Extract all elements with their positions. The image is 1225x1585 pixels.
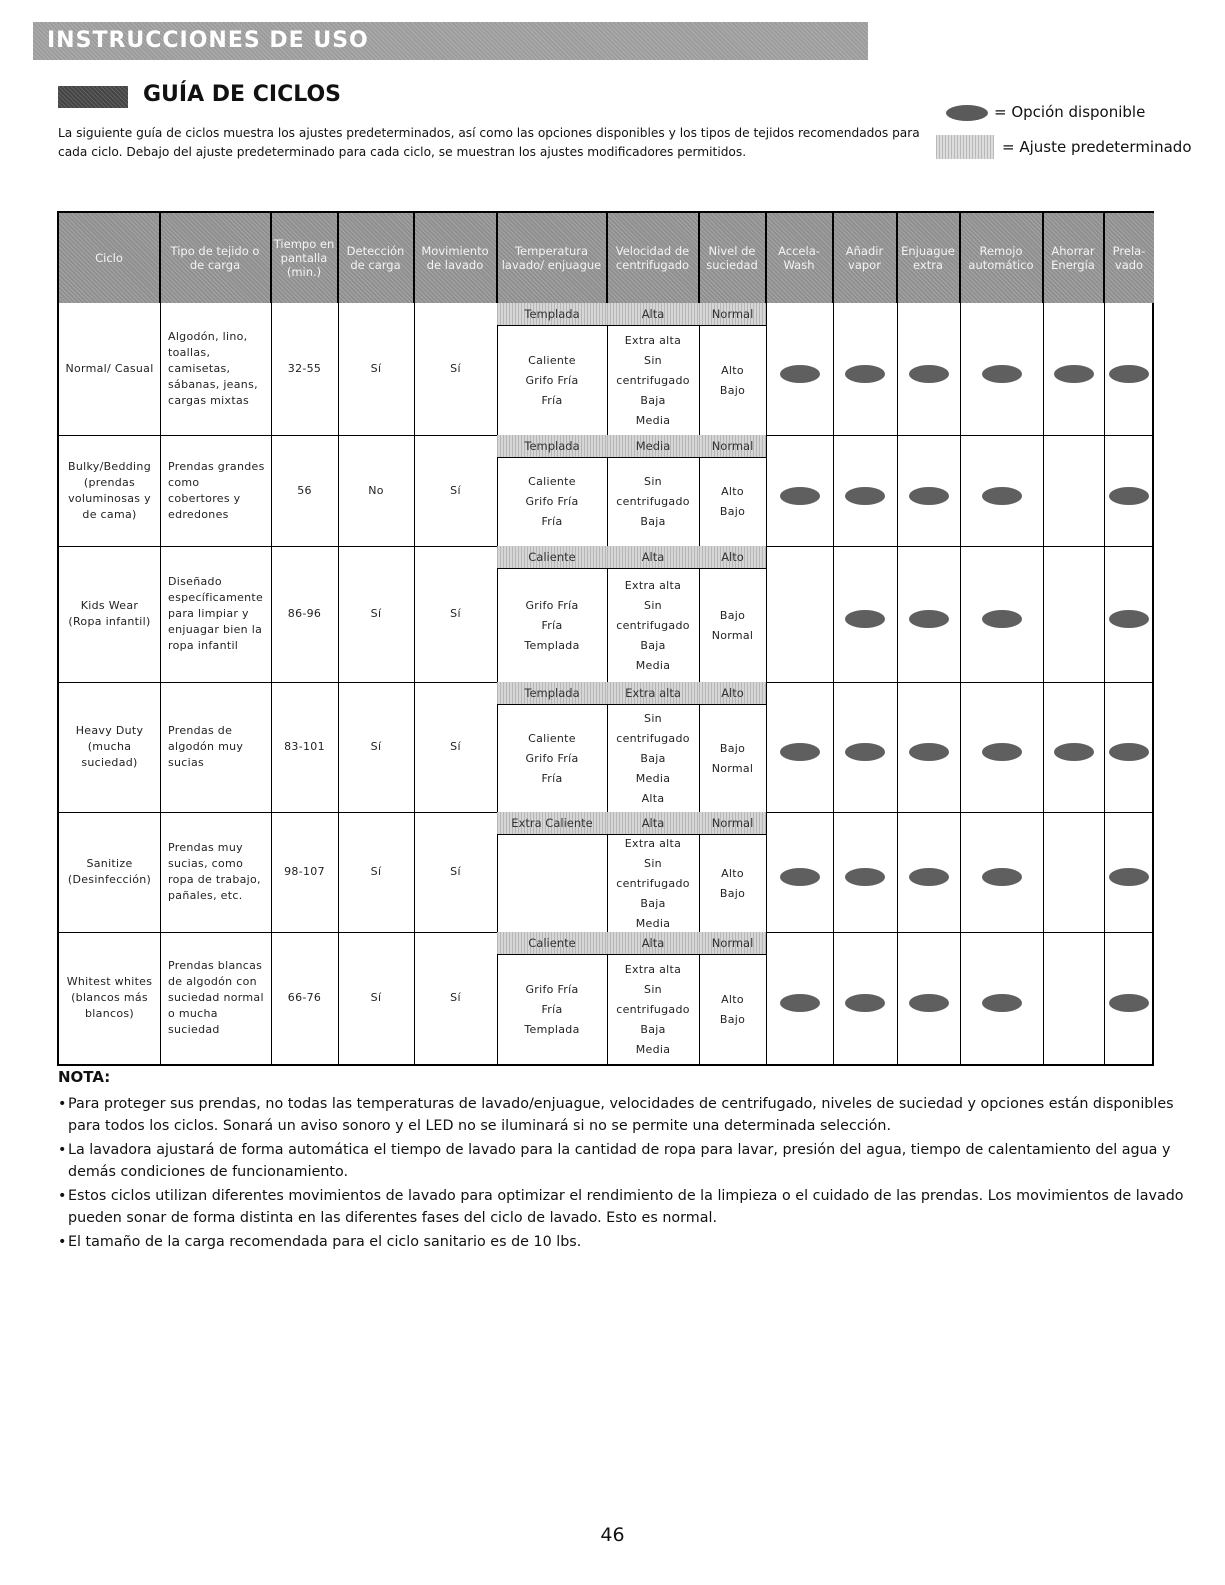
table-row — [59, 303, 1152, 435]
spin-speed-options: Extra alta Sin centrifugado Baja Media — [616, 333, 690, 427]
temperature-options: Grifo Fría Fría Templada — [524, 598, 580, 652]
default-soil-level: Normal — [699, 303, 766, 326]
fabric-type: Prendas grandes como cobertores y edredones — [168, 459, 265, 521]
cycle-name: Whitest whites (blancos más blancos) — [66, 975, 153, 1020]
cycle-name: Normal/ Casual — [65, 362, 154, 375]
option-available-dot-icon — [845, 610, 885, 628]
column-header: Ahorrar Energía — [1043, 213, 1104, 303]
note-item: • El tamaño de la carga recomendada para el ciclo sanitario es de 10 lbs. — [58, 1231, 1198, 1253]
default-spin-speed: Media — [607, 435, 699, 458]
column-header: Tiempo en pantalla (min.) — [271, 213, 338, 303]
column-header: Remojo automático — [960, 213, 1043, 303]
soil-level-options: Alto Bajo — [719, 866, 746, 900]
cycle-guide-table — [57, 211, 1154, 1066]
option-available-dot-icon — [780, 365, 820, 383]
cycle-name: Sanitize (Desinfección) — [67, 857, 152, 886]
option-available-dot-icon — [780, 743, 820, 761]
default-soil-level: Normal — [699, 812, 766, 835]
nota-label: NOTA: — [58, 1068, 111, 1086]
cycle-name: Kids Wear (Ropa infantil) — [68, 599, 151, 628]
table-row — [59, 812, 1152, 932]
soil-level-options: Alto Bajo — [719, 363, 746, 397]
column-header: Nivel de suciedad — [699, 213, 766, 303]
option-available-dot-icon — [1109, 610, 1149, 628]
display-time: 32-55 — [287, 362, 322, 375]
default-spin-speed: Alta — [607, 303, 699, 326]
cycle-name: Heavy Duty (mucha suciedad) — [75, 724, 144, 769]
option-available-dot-icon — [1109, 365, 1149, 383]
display-time: 98-107 — [284, 865, 325, 878]
spin-speed-options: Extra alta Sin centrifugado Baja Media — [616, 962, 690, 1056]
option-available-dot-icon — [982, 610, 1022, 628]
column-header: Velocidad de centrifugado — [607, 213, 699, 303]
option-available-dot-icon — [845, 487, 885, 505]
display-time: 56 — [297, 483, 312, 497]
option-available-dot-icon — [1109, 487, 1149, 505]
option-available-dot-icon — [982, 365, 1022, 383]
column-header: Añadir vapor — [833, 213, 897, 303]
option-available-dot-icon — [982, 743, 1022, 761]
option-available-dot-icon — [909, 365, 949, 383]
default-spin-speed: Extra alta — [607, 682, 699, 705]
intro-text: La siguiente guía de ciclos muestra los ajustes predeterminados, así como las opciones disponibles y los tipos de tejidos recomendados para cada ciclo. Debajo del ajuste predeterminado para cada ciclo, se muestran los ajustes modificadores permitidos. — [58, 126, 920, 159]
default-temperature: Templada — [497, 303, 607, 326]
soil-level-options: Alto Bajo — [719, 992, 746, 1026]
table-row — [59, 682, 1152, 812]
column-header: Detección de carga — [338, 213, 414, 303]
note-item: • Para proteger sus prendas, no todas las temperaturas de lavado/enjuague, velocidades de centrifugado, niveles de suciedad y opciones están disponibles para todos los ciclos. Sonará un aviso sonoro y el LED no se iluminará si no se permite una determinada selección. — [58, 1093, 1198, 1137]
fabric-type: Algodón, lino, toallas, camisetas, sábanas, jeans, cargas mixtas — [168, 330, 258, 407]
cycle-name: Bulky/Bedding (prendas voluminosas y de cama) — [68, 459, 151, 521]
wash-motion: Sí — [450, 991, 461, 1004]
section-banner: INSTRUCCIONES DE USO — [33, 22, 868, 60]
option-available-dot-icon — [1109, 868, 1149, 886]
default-spin-speed: Alta — [607, 546, 699, 569]
display-time: 66-76 — [287, 991, 322, 1004]
option-available-dot-icon — [982, 868, 1022, 886]
fabric-type: Prendas blancas de algodón con suciedad normal o mucha suciedad — [168, 959, 264, 1036]
fabric-type: Prendas muy sucias, como ropa de trabajo, pañales, etc. — [168, 841, 261, 902]
default-temperature: Caliente — [497, 932, 607, 955]
wash-motion: Sí — [450, 865, 461, 878]
legend-default — [936, 135, 1216, 161]
legend-default-label: = Ajuste predeterminado — [1002, 138, 1192, 156]
load-detection: No — [368, 483, 384, 497]
notes-list — [58, 1093, 1198, 1255]
default-temperature: Templada — [497, 682, 607, 705]
option-available-dot-icon — [909, 743, 949, 761]
option-available-dot-icon — [845, 994, 885, 1012]
default-spin-speed: Alta — [607, 812, 699, 835]
column-header: Prela-vado — [1104, 213, 1154, 303]
option-available-dot-icon — [982, 994, 1022, 1012]
default-spin-speed: Alta — [607, 932, 699, 955]
table-row — [59, 932, 1152, 1064]
table-row — [59, 546, 1152, 682]
temperature-options: Caliente Grifo Fría Fría — [525, 475, 579, 528]
temperature-options — [497, 835, 607, 932]
option-available-dot-icon — [909, 610, 949, 628]
column-header: Accela-Wash — [766, 213, 833, 303]
column-header: Movimiento de lavado — [414, 213, 497, 303]
default-temperature: Extra Caliente — [497, 812, 607, 835]
spin-speed-options: Extra alta Sin centrifugado Baja Media — [616, 578, 690, 672]
table-row — [59, 435, 1152, 546]
option-available-dot-icon — [909, 994, 949, 1012]
load-detection: Sí — [370, 991, 382, 1004]
temperature-options: Caliente Grifo Fría Fría — [525, 731, 579, 785]
legend-available — [936, 102, 1216, 126]
option-available-dot-icon — [1054, 365, 1094, 383]
page-number: 46 — [600, 1524, 625, 1546]
default-hatch-icon — [936, 135, 994, 159]
column-header: Temperatura lavado/ enjuague — [497, 213, 607, 303]
default-soil-level: Alto — [699, 546, 766, 569]
spin-speed-options: Sin centrifugado Baja Media Alta — [616, 711, 690, 805]
soil-level-options: Alto Bajo — [719, 485, 746, 518]
page-title: GUÍA DE CICLOS — [143, 82, 341, 107]
temperature-options: Caliente Grifo Fría Fría — [525, 353, 579, 407]
load-detection: Sí — [370, 865, 382, 878]
title-block — [58, 86, 128, 108]
wash-motion: Sí — [450, 362, 461, 375]
default-soil-level: Normal — [699, 435, 766, 458]
option-available-dot-icon — [982, 487, 1022, 505]
option-available-dot-icon — [1109, 743, 1149, 761]
load-detection: Sí — [370, 362, 382, 375]
soil-level-options: Bajo Normal — [711, 608, 754, 642]
option-available-dot-icon — [845, 868, 885, 886]
fabric-type: Prendas de algodón muy sucias — [168, 724, 244, 769]
display-time: 83-101 — [284, 740, 325, 753]
load-detection: Sí — [370, 607, 382, 620]
wash-motion: Sí — [450, 740, 461, 753]
option-available-dot-icon — [845, 365, 885, 383]
spin-speed-options: Sin centrifugado Baja — [616, 475, 690, 528]
column-header: Enjuague extra — [897, 213, 960, 303]
option-available-dot-icon — [909, 487, 949, 505]
default-soil-level: Alto — [699, 682, 766, 705]
load-detection: Sí — [370, 740, 382, 753]
default-temperature: Caliente — [497, 546, 607, 569]
column-header: Ciclo — [59, 213, 160, 303]
note-item: • La lavadora ajustará de forma automática el tiempo de lavado para la cantidad de ropa para lavar, presión del agua, tiempo de calentamiento del agua y demás condiciones de funcionamiento. — [58, 1139, 1198, 1183]
legend-available-label: = Opción disponible — [994, 103, 1146, 121]
column-header: Tipo de tejido o de carga — [160, 213, 271, 303]
note-item: • Estos ciclos utilizan diferentes movimientos de lavado para optimizar el rendimiento de la limpieza o el cuidado de las prendas. Los movimientos de lavado pueden sonar de forma distinta en las diferentes fases del ciclo de lavado. Esto es normal. — [58, 1185, 1198, 1229]
option-available-dot-icon — [780, 868, 820, 886]
wash-motion: Sí — [450, 483, 461, 497]
temperature-options: Grifo Fría Fría Templada — [524, 982, 580, 1036]
option-available-dot-icon — [845, 743, 885, 761]
option-available-dot-icon — [780, 487, 820, 505]
fabric-type: Diseñado específicamente para limpiar y enjuagar bien la ropa infantil — [168, 575, 264, 652]
option-available-dot-icon — [1109, 994, 1149, 1012]
option-available-dot-icon — [1054, 743, 1094, 761]
default-temperature: Templada — [497, 435, 607, 458]
available-dot-icon — [946, 105, 988, 121]
soil-level-options: Bajo Normal — [711, 741, 754, 775]
default-soil-level: Normal — [699, 932, 766, 955]
spin-speed-options: Extra alta Sin centrifugado Baja Media — [616, 836, 690, 930]
option-available-dot-icon — [909, 868, 949, 886]
display-time: 86-96 — [287, 607, 322, 620]
wash-motion: Sí — [450, 607, 461, 620]
option-available-dot-icon — [780, 994, 820, 1012]
